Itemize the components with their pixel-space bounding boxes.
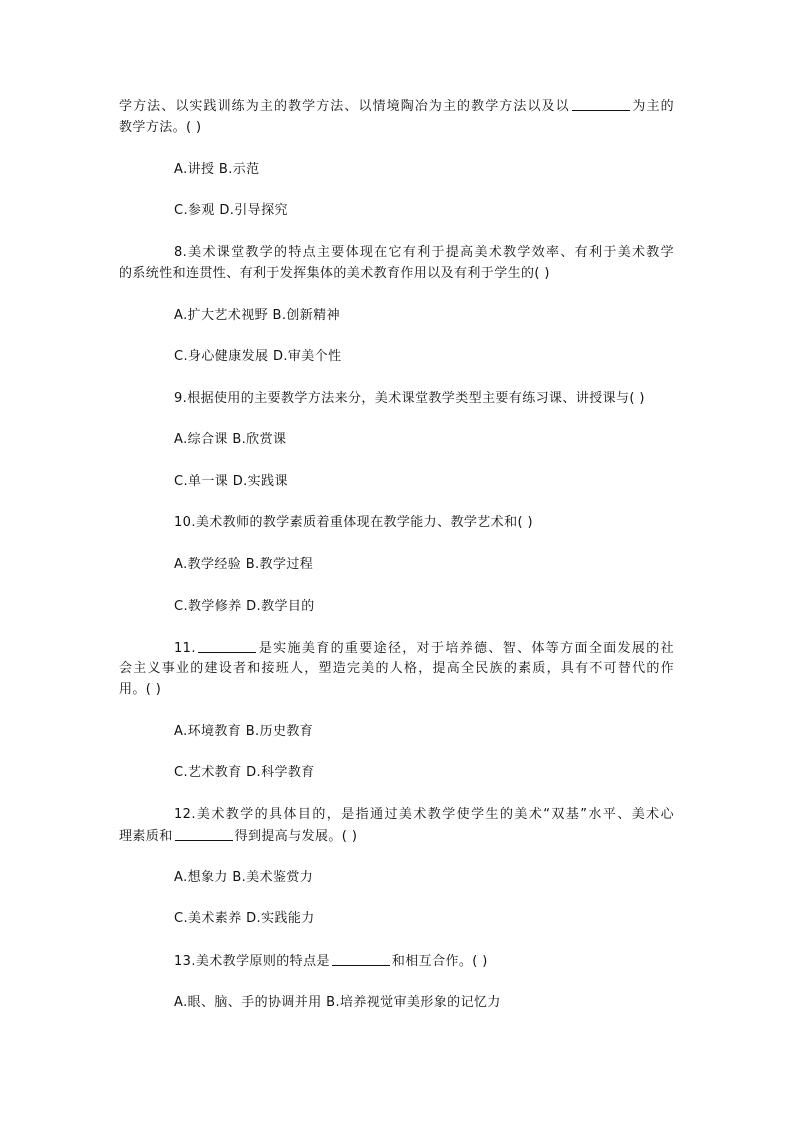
q11-stem-line-3: 用。( ) (119, 682, 162, 697)
q8-stem-line-2: 的系统性和连贯性、有利于发挥集体的美术教育作用以及有利于学生的( ) (119, 266, 550, 281)
answer-blank (198, 638, 256, 653)
q13-stem-text: 13.美术教学原则的特点是 (174, 954, 330, 969)
q7-stem-text: 学方法、以实践训练为主的教学方法、以情境陶冶为主的教学方法以及以 (119, 99, 570, 114)
q7-stem-line-2: 教学方法。( ) (119, 120, 202, 135)
q12-options-ab: A.想象力 B.美术鉴赏力 (174, 870, 314, 885)
q7-stem-text-end: 为主的 (631, 99, 674, 114)
q12-stem-line-1: 12.美术教学的具体目的，是指通过美术教学使学生的美术“双基”水平、美术心 (174, 807, 674, 822)
q7-options-cd: C.参观 D.引导探究 (174, 203, 288, 218)
q12-stem-text-end: 得到提高与发展。( ) (234, 829, 358, 844)
q13-options-ab: A.眼、脑、手的协调并用 B.培养视觉审美形象的记忆力 (174, 995, 501, 1010)
q12-stem-line-2 (119, 826, 357, 847)
q9-options-ab: A.综合课 B.欣赏课 (174, 432, 287, 447)
q10-options-ab: A.教学经验 B.教学过程 (174, 557, 314, 572)
q9-stem: 9.根据使用的主要教学方法来分，美术课堂教学类型主要有练习课、讲授课与( ) (174, 391, 645, 406)
answer-blank (175, 826, 233, 841)
q11-stem-line-1 (174, 638, 674, 659)
q8-options-ab: A.扩大艺术视野 B.创新精神 (174, 308, 340, 323)
q11-number: 11. (174, 641, 196, 656)
q9-options-cd: C.单一课 D.实践课 (174, 474, 288, 489)
q11-stem-text: 是实施美育的重要途径，对于培养德、智、体等方面全面发展的社 (257, 641, 674, 656)
q10-options-cd: C.教学修养 D.教学目的 (174, 599, 315, 614)
answer-blank (572, 96, 630, 111)
q12-options-cd: C.美术素养 D.实践能力 (174, 911, 315, 926)
q11-options-cd: C.艺术教育 D.科学教育 (174, 765, 315, 780)
q7-options-ab: A.讲授 B.示范 (174, 162, 260, 177)
q11-stem-line-2: 会主义事业的建设者和接班人，塑造完美的人格，提高全民族的素质，具有不可替代的作 (119, 661, 674, 676)
q12-stem-text: 理素质和 (119, 829, 173, 844)
q13-stem-text-end: 和相互合作。( ) (391, 954, 488, 969)
q10-stem: 10.美术教师的教学素质着重体现在教学能力、教学艺术和( ) (174, 515, 533, 530)
answer-blank (332, 951, 390, 966)
q7-stem-line-1 (119, 96, 674, 117)
q11-options-ab: A.环境教育 B.历史教育 (174, 724, 314, 739)
q8-stem-line-1: 8.美术课堂教学的特点主要体现在它有利于提高美术教学效率、有利于美术教学 (174, 245, 674, 260)
q13-stem (174, 951, 488, 972)
q8-options-cd: C.身心健康发展 D.审美个性 (174, 349, 342, 364)
